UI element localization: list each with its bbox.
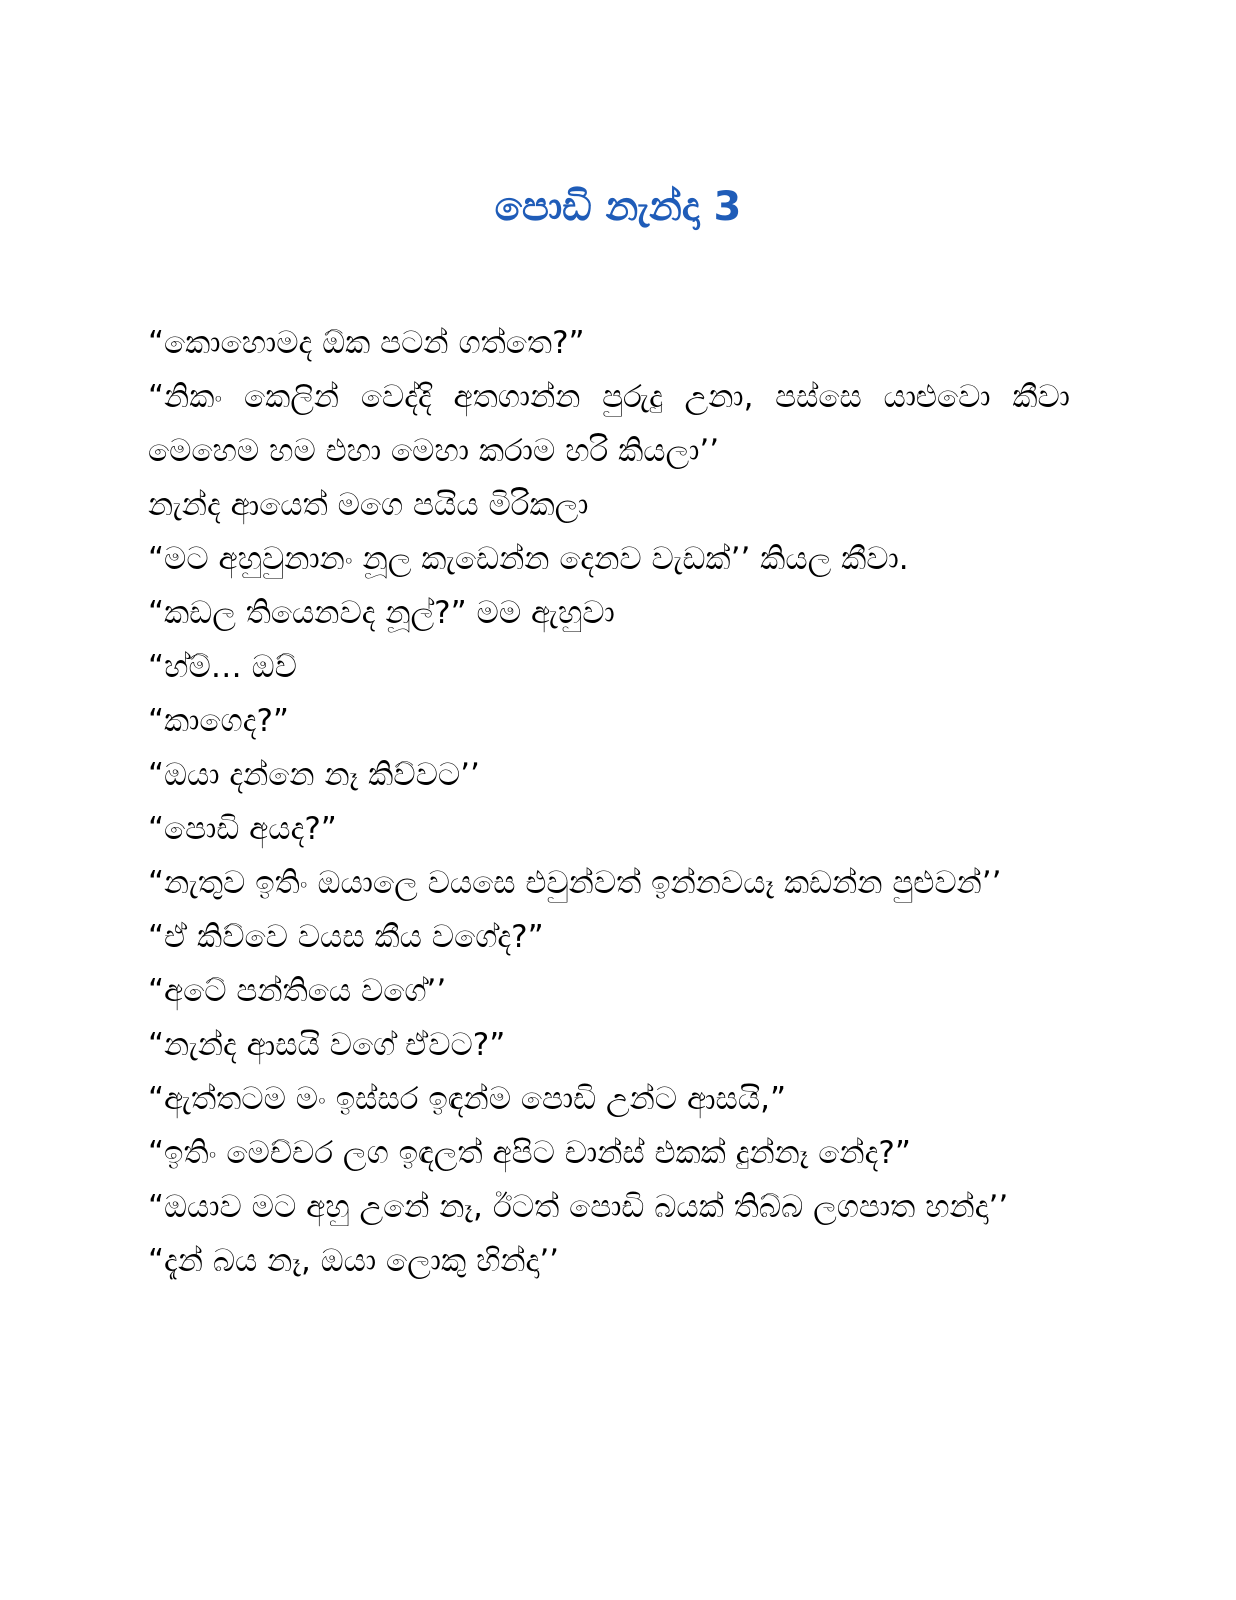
paragraph: “ඉතිං මෙච්චර ලග ඉඳලත් අපිට චාන්ස් එකක් දුන්නෑ නේද?” xyxy=(148,1135,911,1171)
paragraph: “පොඩි අයද?” xyxy=(148,811,337,847)
paragraph: “කඩල තියෙනවද නූල්?” මම ඇහුවා xyxy=(148,595,615,631)
paragraph: “හ්ම්… ඔව් xyxy=(148,649,297,685)
paragraph: “කොහොමද ඕක පටන් ගත්තෙ?” xyxy=(148,325,585,361)
paragraph: “ඒ කිව්වෙ වයස කීය වගේද?” xyxy=(148,919,544,955)
paragraph: “නිකං කෙලින් වෙද්දි අතගාන්න පුරුදු උනා, පස්සෙ යාළුවො කීවා මෙහෙම හම එහා මෙහා කරාම හරි කියලා’’ xyxy=(148,379,1070,469)
paragraph: “කාගෙද?” xyxy=(148,703,289,739)
paragraph: “ඔයා දන්නෙ නෑ කිව්වට’’ xyxy=(148,757,480,793)
paragraph: නැන්ද ආයෙත් මගෙ පයිය මිරිකලා xyxy=(148,487,589,523)
paragraph: “ඇත්තටම මං ඉස්සර ඉඳන්ම පොඩි උන්ට ආසයි,” xyxy=(148,1081,787,1117)
page-title: පොඩි නැන්දා 3 xyxy=(494,183,742,230)
paragraph: “මට අහුවුනානං නූල කැඩෙන්න දෙනව වැඩක්’’ කියල කීවා. xyxy=(148,541,909,577)
paragraph: “නැන්ද ආසයි වගේ ඒවට?” xyxy=(148,1027,506,1063)
story-body xyxy=(148,316,1070,1288)
paragraph: “ඔයාව මට අහු උනේ නෑ, ඊටත් පොඩි බයක් තිබ්බ ලගපාත හන්දා’’ xyxy=(148,1189,1009,1225)
paragraph: “දැන් බය නෑ, ඔයා ලොකු හින්දා’’ xyxy=(148,1243,560,1279)
paragraph: “නැතුව ඉතිං ඔයාලෙ වයසෙ එවුන්වත් ඉන්නවයෑ කඩන්න පුළුවන්’’ xyxy=(148,865,1002,901)
paragraph: “අටේ පන්තියෙ වගේ’’ xyxy=(148,973,447,1009)
